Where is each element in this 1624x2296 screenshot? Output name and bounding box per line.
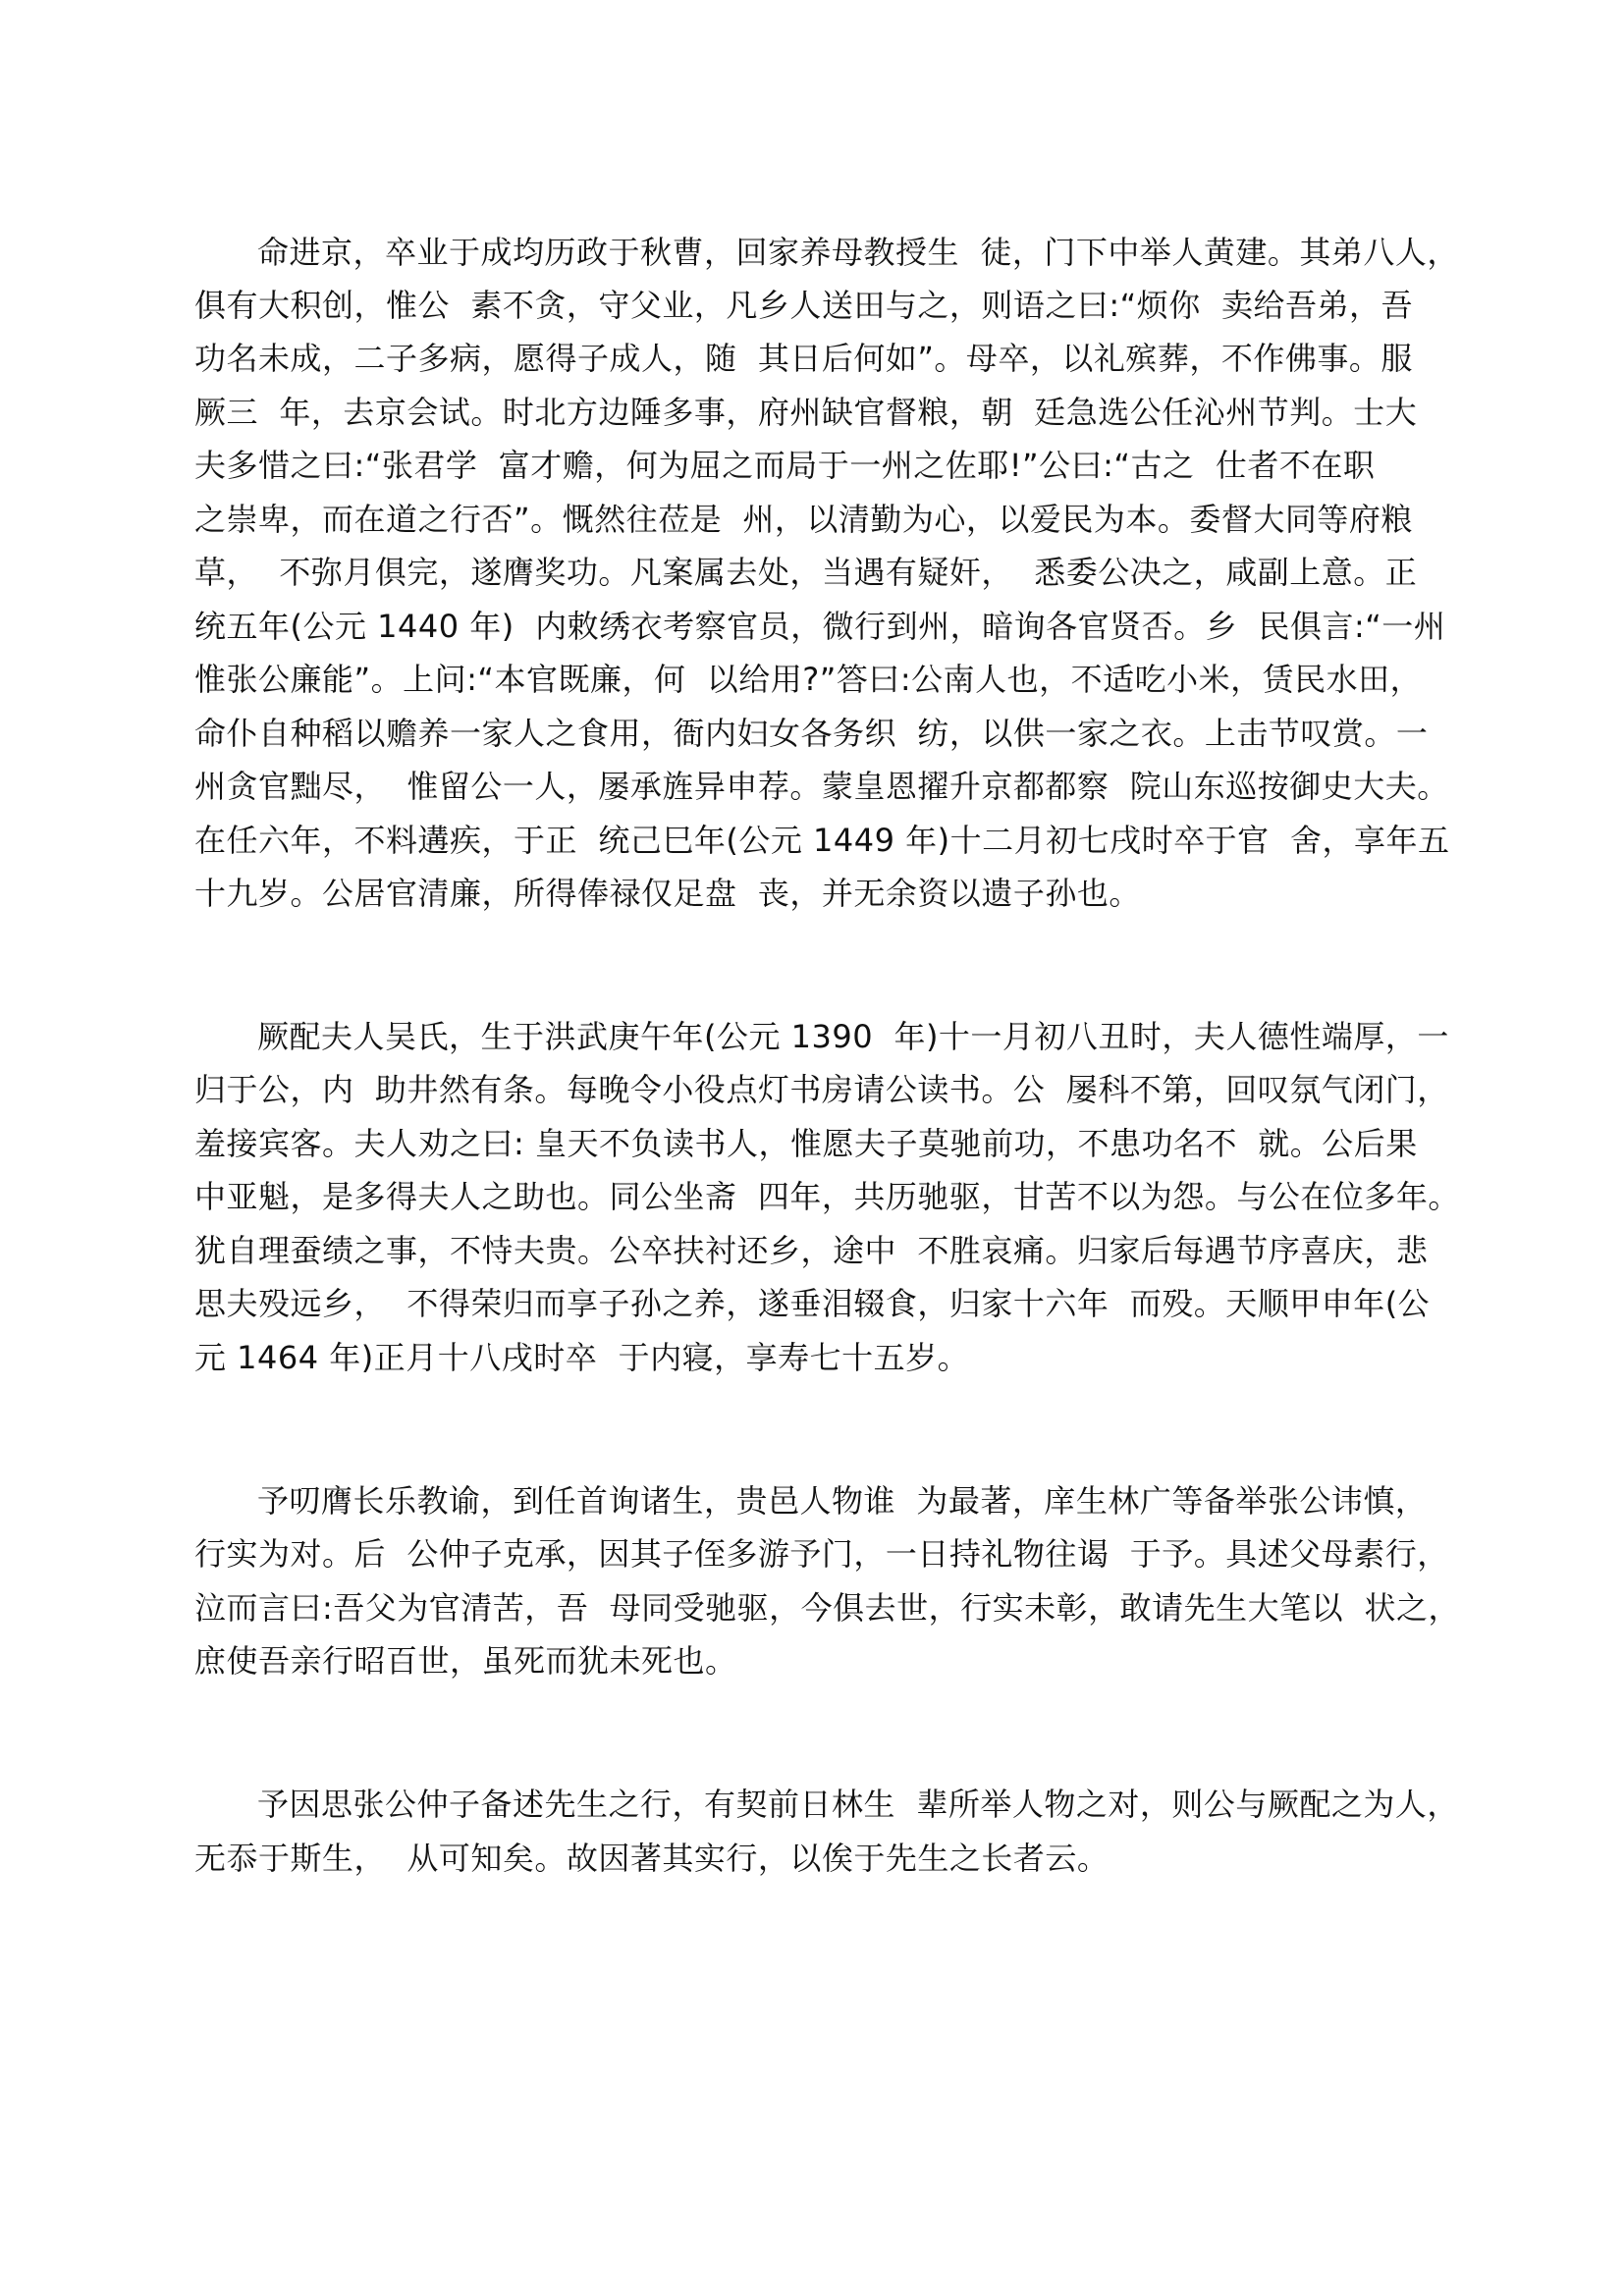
text-line: 功名未成，二子多病，愿得子成人，随 其日后何如”。母卒，以礼殡葬，不作佛事。服 (194, 340, 1413, 377)
text-line: 厥三 年，去京会试。时北方边陲多事，府州缺官督粮，朝 廷急选公任沁州节判。士大 (194, 394, 1418, 431)
text-line: 州贪官黜尽， 惟留公一人，屡承旌异申荐。蒙皇恩擢升京都都察 院山东巡按御史大夫。 (194, 768, 1449, 805)
text-line: 在任六年，不料遘疾，于正 统己巳年(公元 1449 年)十二月初七戌时卒于官 舍，享年五 (194, 822, 1450, 859)
text-line: 庶使吾亲行昭百世，虽死而犹未死也。 (194, 1642, 737, 1680)
text-line: 厥配夫人吴氏，生于洪武庚午年(公元 1390 年)十一月初八丑时，夫人德性端厚，一 (257, 1018, 1449, 1055)
text-line: 予叨膺长乐教谕，到任首询诸生，贵邑人物谁 为最著，庠生林广等备举张公讳慎， (257, 1482, 1428, 1520)
text-line: 元 1464 年)正月十八戌时卒 于内寝，享寿七十五岁。 (194, 1339, 970, 1376)
text-line: 中亚魁，是多得夫人之助也。同公坐斋 四年，共历驰驱，甘苦不以为怨。与公在位多年。 (194, 1178, 1460, 1215)
text-line: 归于公，内 助井然有条。每晚令小役点灯书房请公读书。公 屡科不第，回叹氛气闭门， (194, 1071, 1449, 1108)
text-line: 羞接宾客。夫人劝之曰: 皇天不负读书人，惟愿夫子莫驰前功，不患功名不 就。公后果 (194, 1125, 1418, 1162)
text-line: 俱有大积创，惟公 素不贪，守父业，凡乡人送田与之，则语之曰:“烦你 卖给吾弟，吾 (194, 287, 1414, 324)
text-line: 犹自理蚕绩之事，不恃夫贵。公卒扶衬还乡，途中 不胜哀痛。归家后每遇节序喜庆，悲 (194, 1232, 1429, 1269)
text-line: 泣而言曰:吾父为官清苦，吾 母同受驰驱，今俱去世，行实未彰，敢请先生大笔以 状之， (194, 1589, 1460, 1627)
text-line: 之崇卑，而在道之行否”。慨然往莅是 州，以清勤为心，以爱民为本。委督大同等府粮 (194, 501, 1413, 538)
text-line: 命进京，卒业于成均历政于秋曹，回家养母教授生 徒，门下中举人黄建。其弟八人， (257, 234, 1459, 271)
text-line: 夫多惜之曰:“张君学 富才赡，何为屈之而局于一州之佐耶!”公曰:“古之 仕者不在职 (194, 447, 1376, 484)
text-line: 十九岁。公居官清廉，所得俸禄仅足盘 丧，并无余资以遗子孙也。 (194, 875, 1141, 912)
text-line: 草， 不弥月俱完，遂膺奖功。凡案属去处，当遇有疑奸， 悉委公决之，咸副上意。正 (194, 554, 1418, 591)
text-line: 统五年(公元 1440 年) 内敕绣衣考察官员，微行到州，暗询各官贤否。乡 民俱言:“一州 (194, 608, 1446, 645)
text-line: 惟张公廉能”。上问:“本官既廉，何 以给用?”答曰:公南人也，不适吃小米，赁民水田， (194, 661, 1423, 698)
text-line: 无忝于斯生， 从可知矣。故因著其实行，以俟于先生之长者云。 (194, 1840, 1110, 1877)
text-line: 予因思张公仲子备述先生之行，有契前日林生 辈所举人物之对，则公与厥配之为人， (257, 1786, 1459, 1823)
text-line: 思夫殁远乡， 不得荣归而享子孙之养，遂垂泪辍食，归家十六年 而殁。天顺甲申年(公 (194, 1285, 1431, 1322)
text-line: 命仆自种稻以赡养一家人之食用，衙内妇女各务织 纺，以供一家之衣。上击节叹赏。一 (194, 715, 1429, 752)
text-line: 行实为对。后 公仲子克承，因其子侄多游予门，一日持礼物往谒 于予。具述父母素行， (194, 1535, 1449, 1573)
